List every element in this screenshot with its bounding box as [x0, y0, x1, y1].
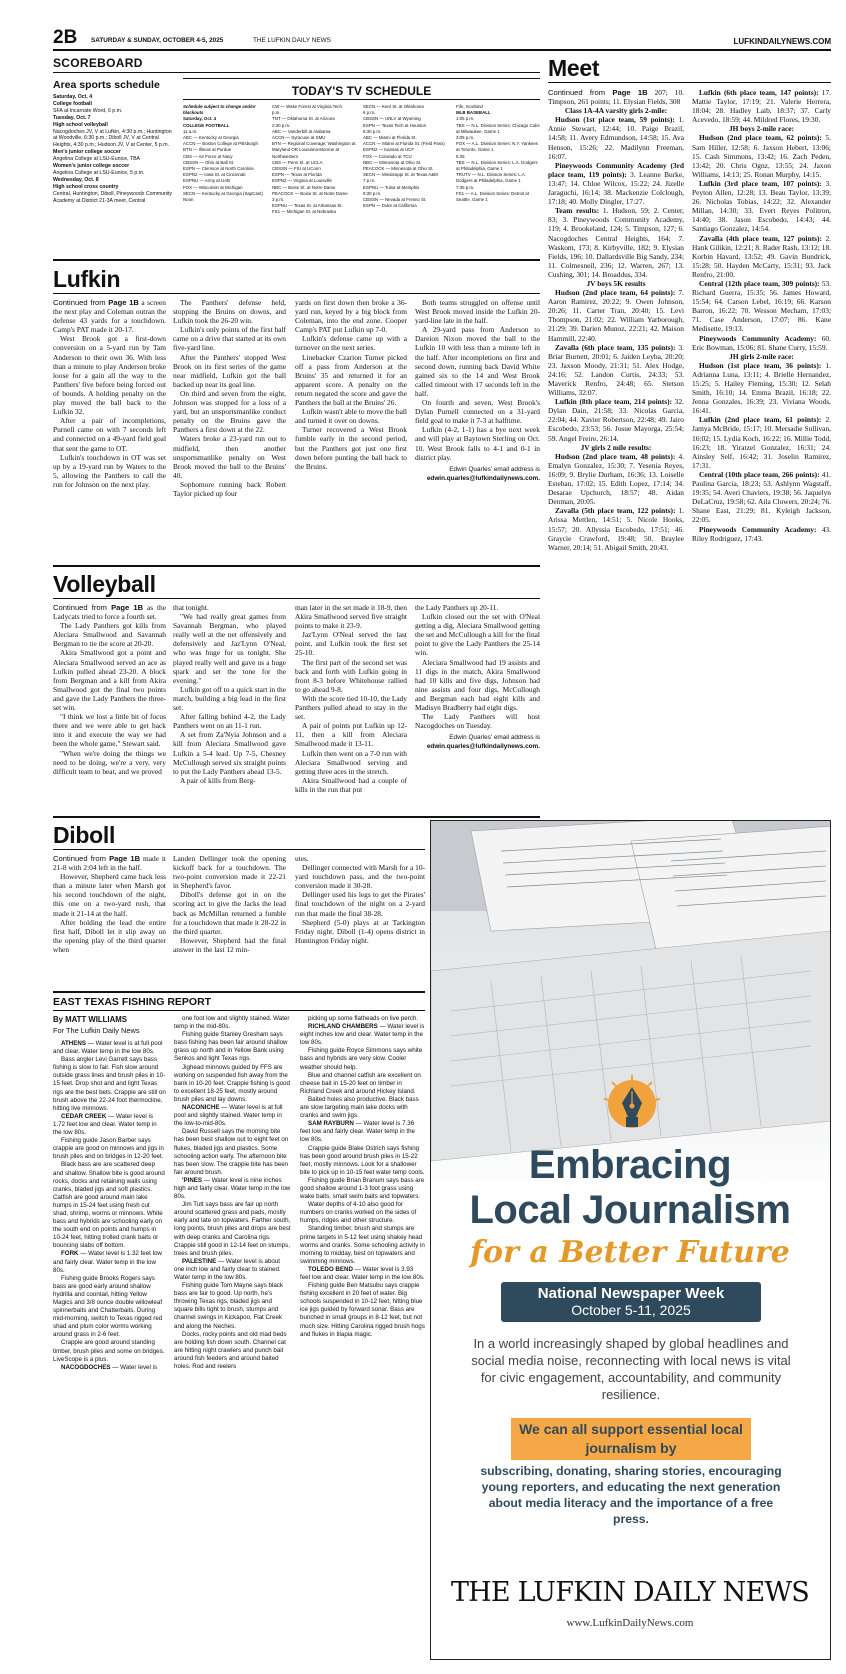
meet-column-1: Continued from Page 1B 207; 10. Timpson, 261 points; 11. Elysian Fields, 308 Class 1A-4A varsity girls 2-mile: Hudson (1st place team, 59 points): 1. Annie Stewart, 12:44; 10. Paige Brazil, 14:58; 11. Avery Edmundson, 14:58; 15. Ava Henson, 15:26; 22. Madilynn Freeman, 16:07. Pineywoods Community Academy (3rd place team, 119 points): 3. Leanne Burke, 13:47; 14. Chloe Wilcox, 15:22; 24. Jizelle Jaraguchi, 16:14; 38. Mackenzie Colclough, 17:18; 40. Molly Dingler, 17:27. Team results: 1. Hudson, 59; 2. Center, 83; 3. Pineywoods Community Academy, 119; 4. Brookeland, 124; 5. Timpson, 127; 6. Nacogdoches Central Heights, 164; 7. Waskom, 173; 8. Kirbyville, 182; 9. Elysian Fields, 196; 10. Dallardsville Big Sandy, 234; 11. Colmesneil, 236; 12. Warren, 267; 13. Cushing, 301; 14. Broaddus, 334. JV boys 5K results Hudson (2nd place team, 64 points): 7. Aaron Ramirez, 20:22; 9. Owen Johnson, 20:26; 11. Carter Tran, 20:40; 15. Levi Thompson, 21:02; 22. William Yarborough, 21:29; 39. Darien Munoz, 22:21; 42. Maison Hammill, 22:40. Zavalla (6th place team, 135 points): 3. Briar Burnett, 20:01; 6. Jaiden Leyba, 20:20; 23. Jaxson Moody, 21:31; 51. Alex Hodge, 24:16; 52. Landon Curtis, 24:33; 53. Maverick Renfro, 24:48; 65. Stetson Williams, 32:07. Lufkin (8th place team, 214 points): 32. Dylan Dain, 21:58; 33. Nicolas Garcia, 22:04; 44. Xavier Robertson, 22:48; 49. Jairo Escobedo, 23:53; 56. Josue Mayorga, 25:54; 59. Angel Freire, 26:14. JV girls 2 mile results: Hudson (2nd place team, 48 points): 4. Emalyn Gonzalez, 15:30; 7. Yesenia Reyes, 16:09; 9. Brylie Durham, 16:36; 13. Loiselle Esteban, 17:02; 15. Edith Lopez, 17:14; 34. Desarae Upchurch, 18:57; 48. Aidan Denman, 20:05. Zavalla (5th place team, 122 points): 1. Arissa Mettlen, 14:51; 5. Nicole Hooks, 15:57; 20. Allyssia Escobedo, 17:51; 46. Graycie Crawford, 19:48; 50. Braylee Warner, 20:14; 51. Abigail Smith, 20:43.: [548, 88, 684, 552]
results-lead: Lufkin (2nd place team, 61 points):: [699, 415, 822, 425]
fishing-paragraph: PALESTINE — Water level is about one inch low and fairly clear to stained. Water temp in the low 80s.: [174, 1257, 281, 1281]
tv-listing: FOX — Colorado at TCU: [363, 153, 412, 159]
tv-listing: Noon: [183, 197, 194, 203]
tv-listing: 9:30 p.m.: [363, 190, 382, 196]
tv-listing: ESPNU — Tulsa at Memphis: [363, 184, 420, 190]
results-paragraph: Zavalla (4th place team, 127 points): 2. Hank Gilikin, 12:21; 8. Rader Rash, 13:12; 18. Korbin Havard, 13:52; 49. Gavin Bundrick, 15:28; 50. Hayden McCarty, 15:31; 93. Jack Renfro, 21:00.: [692, 233, 831, 279]
ad-cta: We can all support essential local journalism by: [511, 1418, 751, 1460]
fishing-paragraph: NACONICHE — Water level is at full pool and slightly stained. Water temp in the low-to-mid-80s.: [174, 1104, 283, 1128]
tv-listing: SECN — Mississippi St. at Texas A&M: [363, 172, 438, 178]
tv-listing: ABC — Vanderbilt at Alabama: [272, 128, 331, 134]
schedule-entry: Angelina College at LSU-Eunice, TBA: [53, 156, 140, 163]
fishing-paragraph: FORK — Water level is 1.32 feet low and fairly clear. Water temp in the low 80s.: [53, 1250, 162, 1274]
tv-listing: MLB BASEBALL: [456, 110, 491, 116]
results-paragraph: Hudson (1st place team, 59 points): 1. Annie Stewart, 12:44; 10. Paige Brazil, 14:58; 11. Avery Edmundson, 14:58; 15. Ava Henson, 15:26; 22. Madilynn Freeman, 16:07.: [548, 115, 684, 161]
results-paragraph: Pineywoods Community Academy: 60. Eric Bowman, 15:06; 81. Shane Curry, 15:59.: [692, 333, 831, 352]
tv-listing: CBSSN — Ohio at Ball St.: [183, 159, 235, 165]
website[interactable]: LUFKINDAILYNEWS.COM: [733, 37, 831, 46]
volleyball-signature: Edwin Quarles' email address is edwin.quarles@lufkindailynews.com.: [426, 734, 540, 751]
diboll-column-2: Landen Dellinger took the opening kickoff back for a touchdown. The two-point conversion made it 22-21 in Shepherd's favor. Diboll's defense got in on the scoring act to give the Jacks the lead back as McMillan returned a fumble for a touchdown that made it 28-22 in the third quarter. However, Shepherd had the final answer in the last 12 min-: [173, 854, 286, 954]
fishing-column-3: [300, 1015, 425, 1660]
ad-tagline: for a Better Future: [470, 1235, 790, 1270]
fishing-paragraph: SAM RAYBURN — Water level is 7.36 feet low and fairly clear. Water temp in the low 80s.: [300, 1120, 415, 1144]
schedule-heading: Men's junior college soccer: [53, 149, 121, 156]
schedule-title: Area sports schedule: [53, 79, 160, 91]
results-lead: Hudson (2nd place team, 62 points):: [699, 133, 822, 143]
volleyball-column-3: man later in the set made it 18-9, then Akira Smallwood served five straight points to make it 23-9. Jaz'Lynn O'Neal served the last point, and Lufkin took the first set 25-10. The first part of the second set was back and forth with Lufkin going in front 8-3 before Whitehouse rallied to go ahead 9-8. With the score tied 10-10, the Lady Panthers pulled ahead to stay in the set. A pair of points put Lufkin up 12-11, then a kill from Aleciara Smallwood made it 13-11. Lufkin then went on a 7-0 run with Aleciara Smallwood serving and getting three aces in the stretch. Akira Smallwood had a couple of kills in the run that put: [295, 603, 407, 794]
pen-nib-icon: [601, 1073, 663, 1135]
tv-listing: CBSSN — UNLV at Wyoming: [363, 116, 421, 122]
lake-name: TOLEDO BEND: [308, 1265, 353, 1273]
week-dates: October 5-11, 2025: [571, 1302, 691, 1318]
tv-listing: ESPN — Texas at Florida: [272, 172, 322, 178]
tv-listing: 11 a.m.: [183, 128, 198, 134]
tv-listing: Schedule subject to change and/or blackouts: [183, 104, 256, 116]
results-lead: Central (12th place team, 309 points):: [699, 278, 820, 288]
results-paragraph: Hudson (1st place team, 36 points): 1. Adrianna Luna, 13:11; 4. Brielle Hernandez, 15:25; 5. Hailey Fleming, 15:30; 12. Selah Smith, 16:10; 14. Emma Brazil, 16:18; 22. Jenna Gonzales, 16:39; 23. Viviana Woods, 16:41.: [692, 360, 831, 416]
tv-listing: 7:35 p.m.: [456, 184, 475, 190]
results-paragraph: Hudson (2nd place team, 62 points): 5. Sam Hiller, 12:58; 6. Jaxson Hebert, 13:06; 15. Cash Simmons, 13:42; 16. Zach Peden, 13:42; 20. Chris Ognz, 13:55; 24. Jaxon Williams, 14:13; 25. Ronan Murphy, 14:15.: [692, 133, 831, 179]
fishing-paragraph: Fishing guide Stanley Gresham says bass fishing has been fair around shallow grass up north and in Yellow Bank using Senkos and light Texas rigs.: [174, 1031, 288, 1063]
schedule-heading: Tuesday, Oct. 7: [53, 114, 91, 121]
results-lead: JV boys 5K results: [586, 278, 646, 288]
tv-listing: TBS — N.L. Division Series: Chicago Cubs at Milwaukee, Game 1: [456, 122, 540, 134]
fishing-paragraph: one foot low and slightly stained. Water temp in the mid-80s.: [174, 1015, 290, 1031]
results-lead: Lufkin (3rd place team, 107 points):: [699, 178, 822, 188]
results-lead: Central (10th place team, 266 points):: [699, 469, 820, 479]
fishing-paragraph: Crappie guide Blake Ostrich says fishing has been good around brush piles in 15-22 feet, mostly minnows. Look for a shallower bite to pick up in 10-15 feet water temp cools.: [300, 1144, 425, 1176]
results-paragraph: [692, 124, 831, 133]
tv-listing: ESPN2 — Iowa St. at Cincinnati: [183, 172, 246, 178]
results-lead: Zavalla (4th place team, 127 points):: [699, 233, 822, 243]
tv-schedule-box: [183, 78, 540, 256]
meet-column-2: [692, 88, 831, 585]
fishing-paragraph: Docks, rocky points and old mad beds are holding fish down south. Channel cat are hitting night crawlers and punch bait around fish feeders and around baited holes. Rod and reelers: [174, 1330, 287, 1371]
tv-listing: 5:35: [456, 153, 465, 159]
tv-listing: ESPNU — Texas St. at Arkansas St.: [272, 203, 343, 209]
results-paragraph: Hudson (2nd place team, 48 points): 4. Emalyn Gonzalez, 15:30; 7. Yesenia Reyes, 16:09; 9. Brylie Durham, 16:36; 13. Loiselle Esteban, 17:02; 15. Edith Lopez, 17:14; 34. Desarae Upchurch, 18:57; 48. Aidan Denman, 20:05.: [548, 451, 684, 507]
tv-listing: COLLEGE FOOTBALL: [183, 122, 230, 128]
results-lead: JV girls 2 mile results:: [580, 442, 652, 452]
results-paragraph: Pineywoods Community Academy (3rd place team, 119 points): 3. Leanne Burke, 13:47; 14. Chloe Wilcox, 15:22; 24. Jizelle Jaraguchi, 16:14; 38. Mackenzie Colclough, 17:18; 40. Molly Dingler, 17:27.: [548, 160, 684, 207]
results-paragraph: [548, 279, 684, 288]
tv-listing: 3:05 p.m.: [456, 135, 475, 141]
lufkin-signature: Edwin Quarles' email address is edwin.quarles@lufkindailynews.com.: [426, 465, 540, 482]
tv-column-1: [183, 104, 266, 256]
tv-column-4: [456, 104, 540, 256]
tv-listing: ACCN — Miami at Florida St. (Field Pass): [363, 141, 445, 147]
results-paragraph: [548, 443, 684, 452]
tv-listing: Fife, Scotland: [456, 104, 483, 109]
newspaper-week-banner: [501, 1282, 761, 1322]
results-paragraph: [692, 352, 831, 361]
diboll-column-3: utes. Dellinger connected with Marsh for a 10-yard touchdown pass, and the two-point conversion made it 30-28. Dellinger used his legs to get the Pirates' final touchdown of the night on a 2-yard run that made the final 38-28. Shepherd (5-0) plays at at Tarkington Friday night. Diboll (1-4) opens district in Huntington Friday night.: [295, 854, 425, 945]
results-paragraph: Hudson (2nd place team, 64 points): 7. Aaron Ramirez, 20:22; 9. Owen Johnson, 20:26; 11. Carter Tran, 20:40; 15. Levi Thompson, 21:02; 22. William Yarborough, 21:29; 39. Darien Munoz, 22:21; 42. Maison Hammill, 22:40.: [548, 288, 684, 343]
fishing-paragraph: picking up some flatheads on live perch.: [308, 1015, 419, 1022]
lufkin-column-2: The Panthers' defense held, stopping the Bruins on downs, and Lufkin took the 26-20 win. Lufkin's only points of the first half came on a drive that started at its own five-yard line. After the Panthers' stopped West Brook on its first series of the game near midfield, Lufkin got the ball backed up near its goal line. On third and seven from the eight, Johnson was stopped for a loss of a yard, but an unsportsmanlike conduct penalty on the Bruins gave the Panthers a first down at the 22. Waters broke a 23-yard run out to midfield, then another unsportsmanlike penalty on West Brook moved the ball to the Bruins' 40. Sophomore running back Robert Taylor picked up four: [173, 298, 286, 498]
fishing-report-title: EAST TEXAS FISHING REPORT: [53, 996, 212, 1008]
results-paragraph: Lufkin (6th place team, 147 points): 17. Mattie Taylor, 17:19; 21. Valerie Herrera, 18:04; 28. Hadley Laib, 18:37; 37. Carly Acevedo, 18:59; 44. Mildred Flores, 19:30.: [692, 88, 831, 125]
tv-listing: ESPN — Duke at California: [363, 203, 417, 209]
fishing-paragraph: Fishing guide Tom Mayne says black bass are fair to good. Up north, he's throwing Texas rigs, bladed jigs and square bills tight to brush, stumps and channel swings in Kickapoo, Flat Creek and along the Neches.: [174, 1282, 283, 1330]
results-lead: Hudson (1st place team, 59 points):: [555, 115, 675, 125]
tv-listing: 6 p.m.: [363, 110, 376, 116]
fishing-paragraph: ATHENS — Water level is at full pool and clear. Water temp in the low 80s.: [53, 1040, 163, 1056]
tv-listing: FS1 — Michigan St. at Nebraska: [272, 209, 336, 215]
fishing-paragraph: Fishing guide Brian Branum says bass are good shallow around 1-3 foot grass using wake baits, small swim baits and topwaters.: [300, 1176, 425, 1201]
schedule-heading: College football: [53, 100, 92, 107]
results-lead: Hudson (2nd place team, 48 points):: [555, 451, 676, 461]
fishing-paragraph: Crappie are good around standing timber, brush piles and some on bridges. LiveScope is a plus.: [53, 1339, 165, 1363]
schedule-heading: High school cross country: [53, 183, 119, 190]
fishing-paragraph: CEDAR CREEK — Water level is 1.72 feet low and clear. Water temp in the low 80s.: [53, 1112, 157, 1137]
tv-column-2: [272, 104, 357, 256]
tv-listing: SECN — Kentucky at Georgia (SapCast): [183, 190, 263, 196]
fishing-paragraph: Bass angler Levi Garrett says bass fishing is slow to fair. Fish slow around outside grass lines and brush piles in 10-15 feet. Drop shot and and light Texas rigs are the best bets. Crappie are still on brush above the 22-24 foot thermocline, hitting live minnows.: [53, 1056, 166, 1112]
continued-label: Continued from Page 1B: [548, 88, 648, 97]
fishing-paragraph: NACOGDOCHES — Water level is: [61, 1363, 158, 1371]
diboll-headline: Diboll: [53, 822, 116, 848]
results-paragraph: Lufkin (3rd place team, 107 points): 3. Peyton Allen, 12:28; 13. Beau Taylor, 13:39; 26. Nicholas Tobias, 14:22; 32. Alexander Millan, 14:30; 33. Evert Reyes Politron, 14:40; 38. Jason Escobedo, 14:43; 44. Santiago Gonzalez, 14:54.: [692, 178, 831, 234]
results-lead: Class 1A-4A varsity girls 2-mile:: [564, 106, 668, 116]
schedule-entry: Central, Huntington, Diboll, Pineywoods Community Academy at District 21-3A meet, Central: [53, 190, 173, 204]
schedule-heading: Women's junior college soccer: [53, 163, 130, 170]
tv-listing: BTN — Regional Coverage: Washington at Maryland OR Louisiana-Monroe at Northwestern: [272, 141, 356, 159]
tv-listing: TNT — Oklahoma St. at Arizona: [272, 116, 335, 122]
fishing-paragraph: Jim Tutt says bass are fair up north around scattered grass and pads, mostly early and late on topwaters. Farther south, long points, brush piles and drops are best with deep cranks and Carolina rigs. Crappie still good in 12-14 feet on stumps, trees and brush piles.: [174, 1201, 291, 1257]
fishing-paragraph: Jighead minnows guided by FFS are working on suspended fish away from the bank in 10-20 feet. Crappie fishing is good to excellent 18-25 feet, mostly around brush piles and lay downs.: [174, 1063, 290, 1103]
fishing-column-1: [53, 1040, 166, 1660]
ad-headline-1: Embracing: [528, 1143, 732, 1187]
tv-listing: ACCN — Syracuse at SMU: [272, 135, 326, 141]
results-lead: Pineywoods Community Academy:: [699, 333, 817, 343]
ad-support-text: subscribing, donating, sharing stories, encouraging young reporters, and educating the next generation about media literacy and the importance of a free press.: [480, 1464, 782, 1526]
scoreboard-label: SCOREBOARD: [53, 56, 143, 70]
newspaper-week-ad: [430, 820, 831, 1660]
ad-headline-2: Local Journalism: [469, 1188, 791, 1232]
fishing-paragraph: Fishing guide Ben Matsubu says crappie fishing excellent in 20 feet of water. Big schools suspended in 10-12 feet, hitting blue ice jigs guided by forward sonar. Bass are bunched in small groups in 8-12 feet, but not much size. Hitting Carolina rigged brush hogs and flukes in tilapia magic.: [300, 1282, 425, 1338]
results-lead: JH boys 2-mile race:: [728, 124, 795, 134]
tv-schedule-title: TODAY'S TV SCHEDULE: [291, 84, 432, 98]
results-paragraph: Central (10th place team, 266 points): 41. Paulina Garcia, 18:23; 53. Ashlynn Wagstaff, 19:35; 54. Averi Chaviers, 19:38; 56. Jaquelyn DeLaCruz, 19:58; 62. Aila Clowers, 20:24; 76. Shane East, 21:29; 81. Kyleigh Jackson, 22:05.: [692, 469, 831, 525]
meet-headline: Meet: [548, 55, 600, 81]
results-paragraph: Team results: 1. Hudson, 59; 2. Center, 83; 3. Pineywoods Community Academy, 119; 4. Brookeland, 124; 5. Timpson, 127; 6. Nacogdoches Central Heights, 164; 7. Waskom, 173; 8. Kirbyville, 182; 9. Elysian Fields, 196; 10. Dallardsville Big Sandy, 234; 11. Colmesneil, 236; 12. Warren, 267; 13. Cushing, 301; 14. Broaddus, 334.: [548, 206, 684, 279]
volleyball-column-2: that tonight. "We had really great games from Savannah Bergman, who played really well at the net offensively and defensively and Jaz'Lynn O'Neal, who was huge for us tonight. She played really well and gave us a huge spark and set the tone for the evening." Lufkin got off to a quick start in the match, building a big lead in the first set. After falling behind 4-2, the Lady Panthers went on an 11-1 run. A set from Za'Nyia Johnson and a kill from Aleciara Smallwood gave Lufkin a 5-4 lead. Up 7-5, Chesney McCullough served six straight points to put the Lady Panthers ahead 13-5. A pair of kills from Berg-: [173, 603, 286, 785]
tv-listing: TRUTV — N.L. Division Series: L.A. Dodgers at Philadelphia, Game 1: [456, 172, 527, 184]
tv-listing: ABC — Miami at Florida St.: [363, 135, 417, 141]
results-paragraph: Pineywoods Community Academy: 43. Riley Rodriguez, 17:43.: [692, 524, 831, 543]
results-paragraph: Lufkin (2nd place team, 61 points): 2. Jamya McBride, 15:17; 10. Mersadie Sullivan, 16:02; 15. Lydia Koch, 16:22; 16. Millie Todd, 16:23; 18. Yiratzel Gonzalez, 16:31; 24. Ainsley Self, 16:42; 31. Joselin Ramirez, 17:31.: [692, 415, 831, 470]
results-lead: Zavalla (6th place team, 135 points):: [555, 342, 676, 352]
results-paragraph: Lufkin (8th place team, 214 points): 32. Dylan Dain, 21:58; 33. Nicolas Garcia, 22:04; 44. Xavier Robertson, 22:48; 49. Jairo Escobedo, 23:53; 56. Josue Mayorga, 25:54; 59. Angel Freire, 26:14.: [548, 397, 684, 443]
fishing-org: For The Lufkin Daily News: [53, 1026, 140, 1035]
lake-name: SAM RAYBURN: [308, 1120, 354, 1128]
results-lead: Hudson (1st place team, 36 points):: [699, 360, 822, 370]
tv-listing: CBS — Penn St. at UCLA: [272, 159, 323, 165]
volleyball-headline: Volleyball: [53, 571, 156, 597]
fishing-paragraph: David Russell says the morning bite has been best shallow out to eight feet on flukes, bladed jigs and plastics. Some schooling action early. The afternoon bite has been slow. The crappie bite has been fair around brush.: [174, 1128, 289, 1176]
schedule-heading: Saturday, Oct. 4: [53, 94, 93, 100]
fishing-byline: By MATT WILLIAMS: [53, 1015, 127, 1024]
tv-listing: ESPNU — Army at UAB: [183, 178, 231, 184]
diboll-column-1: Continued from Page 1B made it 21-8 with 2:04 left in the half. However, Shepherd came back less than a minute later when Marsh got his second touchdown of the night, this one on a two-yard rush, that made it 21-14 at the half. After holding the lead the entire first half, Diboll let it slip away on the opening play of the third quarter when: [53, 854, 166, 954]
tv-listing: PEACOCK — Minnesota at Ohio St.: [363, 166, 434, 172]
tv-listing: 6:30 p.m.: [363, 128, 382, 134]
tv-listing: ESPN — Clemson at North Carolina: [183, 166, 254, 172]
tv-listing: PEACOCK — Boise St. at Notre Dame: [272, 190, 348, 196]
results-paragraph: [548, 106, 684, 115]
schedule-list: [53, 94, 176, 249]
fishing-paragraph: Fishing guide Jason Barber says crappie are good on minnows and jigs in brush piles and on bridges in 12-20 feet.: [53, 1137, 164, 1161]
fishing-paragraph: Blue and channel catfish are excellent on cheese bait in 15-20 feet on timber in Richland Creek and around Hickey Island.: [300, 1071, 421, 1095]
volleyball-column-1: Continued from Page 1B as the Ladycats tried to force a fourth set. The Lady Panthers got kills from Aleciara Smallwood and Savannah Bergman to tie the score at 20-20. Akira Smallwood got a point and Aleciara Smallwood served an ace as Lufkin pulled ahead 23-20. A block from Bergman and a kill from Akira Smallwood got the final two points and gave the Lady Panthers the three-set win. "I think we lost a little bit of focus there and we were able to get back into it and execute the way we had been the whole game," Stewart said. "When we're doing the things we need to be doing, we're a very, very difficult team to beat, and we proved: [53, 603, 166, 776]
tv-listing: 2:30 p.m.: [272, 122, 291, 128]
tv-listing: FOX — Wisconsin at Michigan: [183, 184, 243, 190]
tv-listing: ACCN — Boston College at Pittsburgh: [183, 141, 258, 147]
tv-listing: SECN — Kent St. at Oklahoma: [363, 104, 424, 109]
schedule-entry: Angelina College at LSU-Eunice, 5 p.m.: [53, 169, 145, 176]
lufkin-column-3: yards on first down then broke a 36-yard run, keyed by a big block from Coleman, into the end zone. Cooper Camp's PAT put Lufkin up 7-0. Lufkin's defense came up with a turnover on the next series. Linebacker Czarion Turner picked off a pass from Anderson at the Bruins' 35 and returned it for an apparent score. A penalty on the return negated the score and gave the Panthers the ball at the Bruins' 26. Lufkin wasn't able to move the ball and turned it over on downs. Turner recovered a West Brook fumble early in the second period, but the Panthers got just one first down before punting the ball back to the Bruins.: [295, 298, 407, 471]
page-number: 2B: [53, 27, 78, 48]
lake-name: NACOGDOCHES: [61, 1363, 111, 1371]
masthead: [53, 27, 831, 50]
lake-name: PALESTINE: [182, 1257, 217, 1265]
results-paragraph: Zavalla (5th place team, 122 points): 1. Arissa Mettlen, 14:51; 5. Nicole Hooks, 15:57; 20. Allyssia Escobedo, 17:51; 46. Graycie Crawford, 19:48; 50. Braylee Warner, 20:14; 51. Abigail Smith, 20:43.: [548, 506, 684, 552]
date-line: SATURDAY & SUNDAY, OCTOBER 4-5, 2025: [91, 37, 224, 44]
schedule-heading: High school volleyball: [53, 121, 108, 128]
results-lead: Hudson (2nd place team, 64 points):: [555, 288, 676, 298]
results-lead: JH girls 2-mile race:: [729, 351, 794, 361]
tv-listing: NBC — Minnesota at Ohio St.: [363, 159, 422, 165]
results-lead: Lufkin (6th place team, 147 points):: [699, 88, 819, 97]
tv-listing: BTN — Illinois at Purdue: [183, 147, 232, 153]
lake-name: FORK: [61, 1250, 79, 1258]
volleyball-column-4: the Lady Panthers up 20-11. Lufkin closed out the set with O'Neal getting a dig, Aleciara Smallwood getting the set and McCullough a kill for the final point to give the Lady Panthers the 25-14 win. Aleciara Smallwood had 19 assists and 11 digs in the match, Akira Smallwood had 10 kills and five digs, Johnson had nine assists and four digs, McCullough and Bergman each had eight kills and Madisyn Bradberry had eight digs. The Lady Panthers will host Nacogdoches on Tuesday. Edwin Quarles' email address is edwin.quarles@lufkindailynews.com.: [415, 603, 540, 751]
tv-listing: 1:05 p.m.: [456, 116, 475, 122]
fishing-paragraph: Baited holes also productive. Black bass are slow targeting main lake docks with cranks and swim jigs.: [300, 1095, 419, 1120]
ad-paper-logo: THE LUFKIN DAILY NEWS: [450, 1577, 810, 1608]
tv-listing: FS1 — A.L. Division Series: Detroit at Seattle, Game 1: [456, 190, 529, 203]
tv-listing: p.m.: [272, 110, 281, 116]
fishing-paragraph: Standing timber, brush and stumps are prime targets in 5-12 feet using shakey head worms and cranks. Some schooling activity in morning to midday, best on topwaters and swimming minnows.: [300, 1225, 425, 1265]
fishing-paragraph: Fishing guide Brooks Rogers says bass are good early around shallow hydrilla and coontail, hitting Yellow Magics and 3/8 ounce double willowleaf spinnerbaits and Chatterbaits. During mid-morning, switch to Texas rigged red shad and plum color worms working around grass in 2-6 feet.: [53, 1274, 163, 1339]
fishing-paragraph: TOLEDO BEND — Water level is 3.93 feet low and clear. Water temp in the low 80s.: [300, 1265, 425, 1281]
tv-listing: NBC — Boise St. at Notre Dame: [272, 184, 336, 190]
tv-listing: CBS — Air Force at Navy: [183, 153, 233, 159]
tv-listing: Saturday, Oct. 4: [183, 116, 217, 122]
results-lead: Pineywoods Community Academy:: [699, 524, 817, 534]
paper-name: THE LUFKIN DAILY NEWS: [253, 37, 331, 44]
schedule-entry: SFA at Incarnate Word, 6 p.m.: [53, 107, 123, 114]
tv-listing: ESPN2 — Kansas at UCF: [363, 147, 414, 153]
tv-listing: CBSSN — Nevada at Fresno St.: [363, 197, 427, 203]
week-title: National Newspaper Week: [537, 1285, 725, 1302]
tv-listing: CBSSN — FIU at UConn: [272, 166, 321, 172]
tv-listing: TBS — N.L. Division Series: L.A. Dodgers at Philadelphia, Game 1: [456, 159, 538, 172]
results-paragraph: Zavalla (6th place team, 135 points): 3. Briar Burnett, 20:01; 6. Jaiden Leyba, 20:20; 23. Jaxson Moody, 21:31; 51. Alex Hodge, 24:16; 52. Landon Curtis, 24:33; 53. Maverick Renfro, 24:48; 65. Stetson Williams, 32:07.: [548, 342, 684, 398]
results-lead: Zavalla (5th place team, 122 points):: [555, 506, 676, 516]
tv-listing: ESPN — Texas Tech at Houston: [363, 122, 427, 128]
fishing-paragraph: Water depths of 4-10 also good for numbers on cranks worked on the sides of humps, ridges and other structure.: [300, 1201, 417, 1225]
results-lead: Team results:: [555, 206, 600, 216]
tv-listing: 3 p.m.: [272, 197, 285, 203]
results-lead: Lufkin (8th place team, 214 points):: [555, 397, 673, 407]
schedule-entry: Nacogdoches JV, V at Lufkin, 4:30 p.m.; Huntington at Woodville, 6:30 p.m.; Diboll JV, V at Central Heights, 4:30 p.m.; Hudson JV, V at Center, 5 p.m.: [53, 128, 172, 149]
tv-listing: ESPN2 — Virginia at Louisville: [272, 178, 332, 184]
ad-body: In a world increasingly shaped by global headlines and social media noise, reconnecting with local news is vital for civic engagement, accountability, and community resilience.: [471, 1336, 791, 1402]
lufkin-headline: Lufkin: [53, 266, 121, 292]
tv-listing: ABC — Kentucky at Georgia: [183, 135, 239, 141]
lake-name: NACONICHE: [182, 1104, 220, 1112]
tv-listing: CW — Wake Forest at Virginia Tech: [272, 104, 342, 109]
lufkin-column-1: Continued from Page 1B a screen the next play and Coleman outran the defense 43 yards for a touchdown. Camp's PAT made it 20-17. West Brook got a first-down conversion on a 5-yard run by Tam Anderson to their own 36. With less than a minute to play Anderson broke loose for a gain all the way to the Panthers' five before being forced out of bounds. A holding penalty on the play moved the ball back to the Lufkin 32. After a pair of incompletions, Purnell came on with 7 seconds left and connected on a 49-yard field goal that sent the game to OT. Lufkin's touchdown in OT was set up by a 19-yard run by Waters to the 5, allowing the Panthers to call the run for Johnson on the next play.: [53, 298, 166, 489]
schedule-heading: Wednesday, Oct. 8: [53, 176, 99, 183]
tv-column-3: [363, 104, 451, 256]
lake-name: 'PINES: [182, 1176, 203, 1184]
lake-name: CEDAR CREEK: [61, 1112, 107, 1120]
lufkin-column-4: Both teams struggled on offense until West Brook moved inside the Lufkin 20-yard-line late in the half. A 29-yard pass from Anderson to Dareion Nixon moved the ball to the Lufkin 10 with less than a minute left in the half. After incompletions on first and second down, running back David White gained six to the 14 and West Brook called timeout with 17 seconds left in the half. On fourth and seven, West Brook's Dylan Purnell connected on a 31-yard field goal to make it 7-3 at halftime. Lufkin (4-2, 1-1) has a bye next week and will play at Baytown Sterling on Oct. 10. West Brook falls to 4-1 and 0-1 in district play. Edwin Quarles' email address is edwin.quarles@lufkindailynews.com.: [415, 298, 540, 482]
fishing-paragraph: Black bass are are scattered deep and shallow. Shallow bite is good around rocks, docks and retaining walls using cranks, bladed jigs and soft plastics. Catfish are good around main lake humps in 15-24 feet using fresh cut shad, shrimp, worms or minnows. White bass and hybrids are schooling early on the south end on points and humps in 10-24 feet, hitting trolled crank baits or bouncing slabs off bottom.: [53, 1161, 165, 1250]
fishing-paragraph: Fishing guide Royce Simmons says white bass and hybrids are very slow. Cooler weather should help.: [300, 1047, 423, 1071]
lake-name: ATHENS: [61, 1040, 86, 1047]
fishing-paragraph: 'PINES — Water level is nine inches high and fairly clear. Water temp in the low 80s.: [174, 1176, 291, 1201]
ad-url[interactable]: www.LufkinDailyNews.com: [566, 1617, 694, 1629]
fishing-paragraph: RICHLAND CHAMBERS — Water level is eight inches low and clear. Water temp in the low 80s.: [300, 1023, 425, 1047]
tv-listing: FOX — A.L. Division Series: N.Y. Yankees at Toronto, Game 1: [456, 141, 538, 153]
tv-listing: 7 p.m.: [363, 178, 376, 184]
results-lead: Pineywoods Community Academy (3rd place team, 119 points):: [548, 160, 684, 179]
results-paragraph: Central (12th place team, 309 points): 53. Richard Guerra, 15:35; 56. James Howard, 15:54; 64. Carson Lebel, 16:19; 66. Karson Barron, 16:22; 70. Wesson Mecham, 17:03; 71. Case Anderson, 17:07; 86. Kane Medisette, 19:13.: [692, 278, 831, 334]
lake-name: RICHLAND CHAMBERS: [308, 1023, 378, 1031]
fishing-column-2: [174, 1015, 292, 1660]
